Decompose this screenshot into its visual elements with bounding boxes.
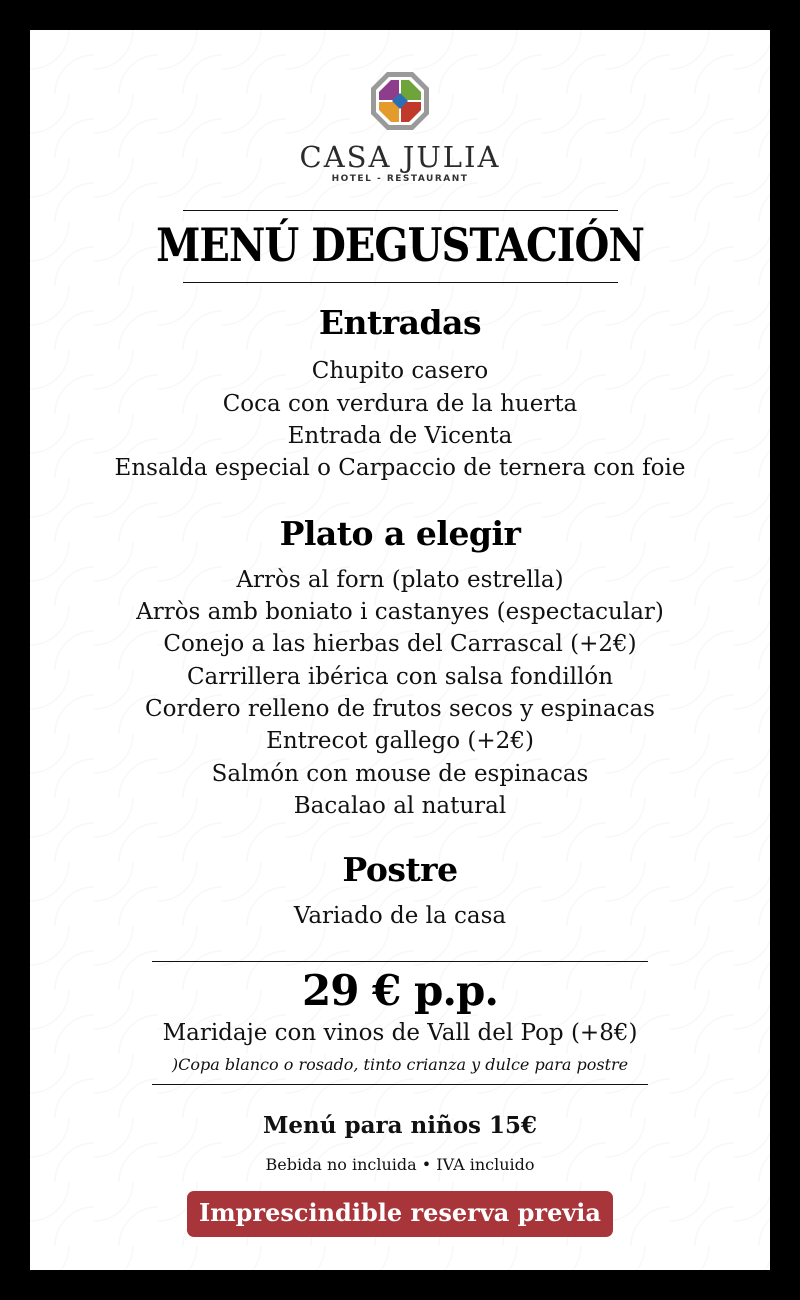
menu-item: Entrecot gallego (+2€) (266, 728, 534, 754)
menu-item: Conejo a las hierbas del Carrascal (+2€) (163, 631, 637, 657)
drinks-tax-note: Bebida no incluida • IVA incluido (265, 1155, 535, 1174)
menu-item: Ensalda especial o Carpaccio de ternera con foie (114, 455, 686, 481)
menu-item: Salmón con mouse de espinacas (211, 761, 589, 787)
menu-item: Bacalao al natural (293, 793, 507, 819)
wine-pairing: Maridaje con vinos de Vall del Pop (+8€) (162, 1020, 638, 1046)
wine-pairing-note: )Copa blanco o rosado, tinto crianza y dulce para postre (171, 1055, 629, 1074)
brand-subtitle: HOTEL - RESTAURANT (331, 174, 469, 184)
menu-price: 29 € p.p. (302, 966, 498, 1015)
menu-card (30, 30, 770, 1270)
octagon-mosaic-logo-icon (369, 70, 431, 132)
section-heading-entradas: Entradas (318, 303, 482, 342)
price-bottom-divider (152, 1084, 648, 1085)
menu-item: Arròs al forn (plato estrella) (236, 567, 564, 593)
price-top-divider (152, 961, 648, 962)
title-top-divider (183, 210, 618, 211)
menu-item: Coca con verdura de la huerta (222, 391, 578, 417)
menu-item: Carrillera ibérica con salsa fondillón (186, 664, 614, 690)
section-heading-plato-a-elegir: Plato a elegir (279, 514, 521, 553)
menu-item: Chupito casero (311, 358, 489, 384)
menu-item: Cordero relleno de frutos secos y espinacas (145, 696, 655, 722)
menu-item: Entrada de Vicenta (287, 423, 513, 449)
menu-item: Arròs amb boniato i castanyes (espectacular) (136, 599, 664, 625)
brand-name: CASA JULIA (299, 140, 501, 174)
menu-title: MENÚ DEGUSTACIÓN (156, 218, 644, 273)
reservation-required-badge: Imprescindible reserva previa (187, 1191, 613, 1237)
kids-menu: Menú para niños 15€ (262, 1112, 538, 1139)
title-bottom-divider (183, 282, 618, 283)
section-heading-postre: Postre (342, 850, 458, 889)
menu-item: Variado de la casa (293, 903, 507, 929)
